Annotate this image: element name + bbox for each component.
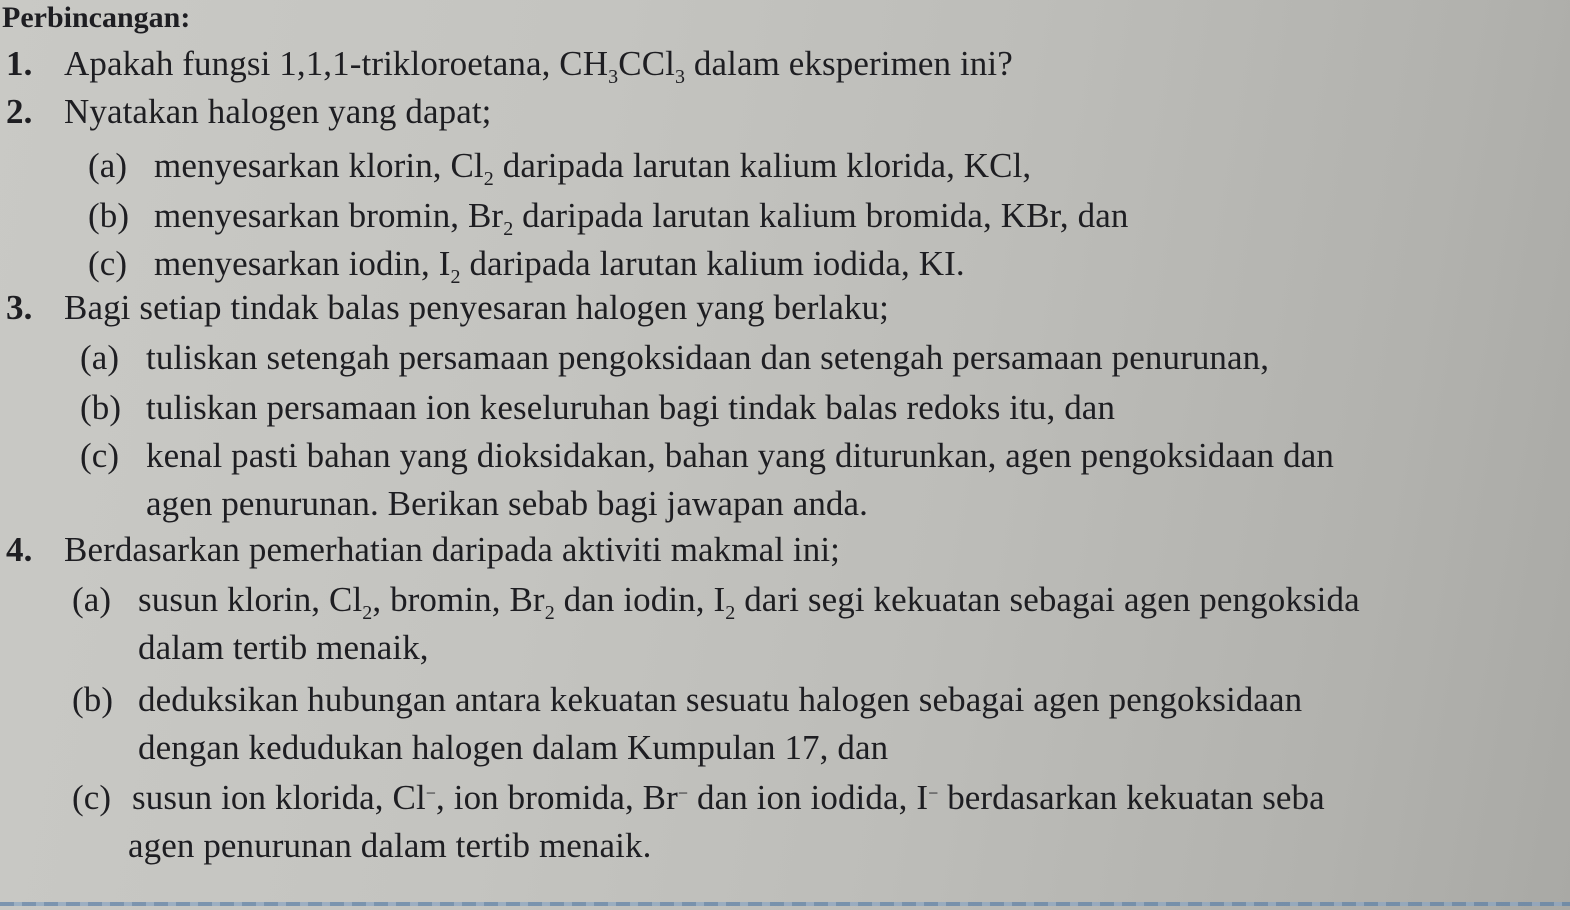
question-number: 1. — [6, 44, 33, 83]
subquestion-label: (a) — [72, 580, 112, 619]
subquestion-text: susun klorin, $Cl_2$, bromin, $Br_2$ dan iodin, $I_2$ dari segi kekuatan sebagai agen pengoksida — [138, 580, 1360, 624]
question-4b-continued: dengan kedudukan halogen dalam Kumpulan 17, dan — [138, 728, 889, 767]
question-4 — [6, 530, 840, 570]
question-text: Berdasarkan pemerhatian daripada aktiviti makmal ini; — [64, 530, 840, 569]
subquestion-label: (b) — [72, 680, 114, 719]
question-4b — [72, 680, 1302, 720]
subquestion-text: tuliskan setengah persamaan pengoksidaan dan setengah persamaan penurunan, — [146, 338, 1270, 377]
question-2b — [88, 196, 1129, 240]
question-text: Apakah fungsi 1,1,1-trikloroetana, $CH_3CCl_3$ dalam eksperimen ini? — [64, 44, 1013, 88]
question-number: 4. — [6, 530, 33, 569]
subquestion-text: tuliskan persamaan ion keseluruhan bagi tindak balas redoks itu, dan — [146, 388, 1116, 427]
question-2c — [88, 244, 965, 288]
question-3 — [6, 288, 889, 328]
subquestion-label: (b) — [88, 196, 130, 235]
subquestion-label: (b) — [80, 388, 122, 427]
subquestion-label: (a) — [80, 338, 120, 377]
question-3a — [80, 338, 1269, 378]
subquestion-text: menyesarkan bromin, $Br_2$ daripada larutan kalium bromida, KBr, dan — [154, 196, 1129, 240]
question-3c-continued: agen penurunan. Berikan sebab bagi jawapan anda. — [146, 484, 869, 523]
question-4c-continued: agen penurunan dalam tertib menaik. — [128, 826, 652, 865]
subquestion-text: kenal pasti bahan yang dioksidakan, bahan yang diturunkan, agen pengoksidaan dan — [146, 436, 1334, 475]
question-2 — [6, 92, 492, 132]
question-2a — [88, 146, 1032, 190]
question-text: Nyatakan halogen yang dapat; — [64, 92, 492, 131]
question-3b — [80, 388, 1115, 428]
subquestion-text: deduksikan hubungan antara kekuatan sesuatu halogen sebagai agen pengoksidaan — [138, 680, 1303, 719]
question-4a — [72, 580, 1360, 624]
question-1 — [6, 44, 1013, 88]
subquestion-label: (a) — [88, 146, 128, 185]
subquestion-label: (c) — [88, 244, 128, 283]
subquestion-text: susun ion klorida, Cl−, ion bromida, Br− dan ion iodida, I− berdasarkan kekuatan seba — [132, 778, 1325, 817]
section-heading: Perbincangan: — [2, 1, 191, 34]
subquestion-label: (c) — [72, 778, 112, 817]
page-bottom-rule — [0, 902, 1570, 906]
question-4c — [72, 778, 1325, 818]
question-3c — [80, 436, 1334, 476]
question-text: Bagi setiap tindak balas penyesaran halogen yang berlaku; — [64, 288, 890, 327]
question-4a-continued: dalam tertib menaik, — [138, 628, 429, 667]
subquestion-text: menyesarkan iodin, $I_2$ daripada larutan kalium iodida, KI. — [154, 244, 965, 288]
subquestion-text: menyesarkan klorin, $Cl_2$ daripada larutan kalium klorida, KCl, — [154, 146, 1032, 190]
question-number: 2. — [6, 92, 33, 131]
subquestion-label: (c) — [80, 436, 120, 475]
question-number: 3. — [6, 288, 33, 327]
